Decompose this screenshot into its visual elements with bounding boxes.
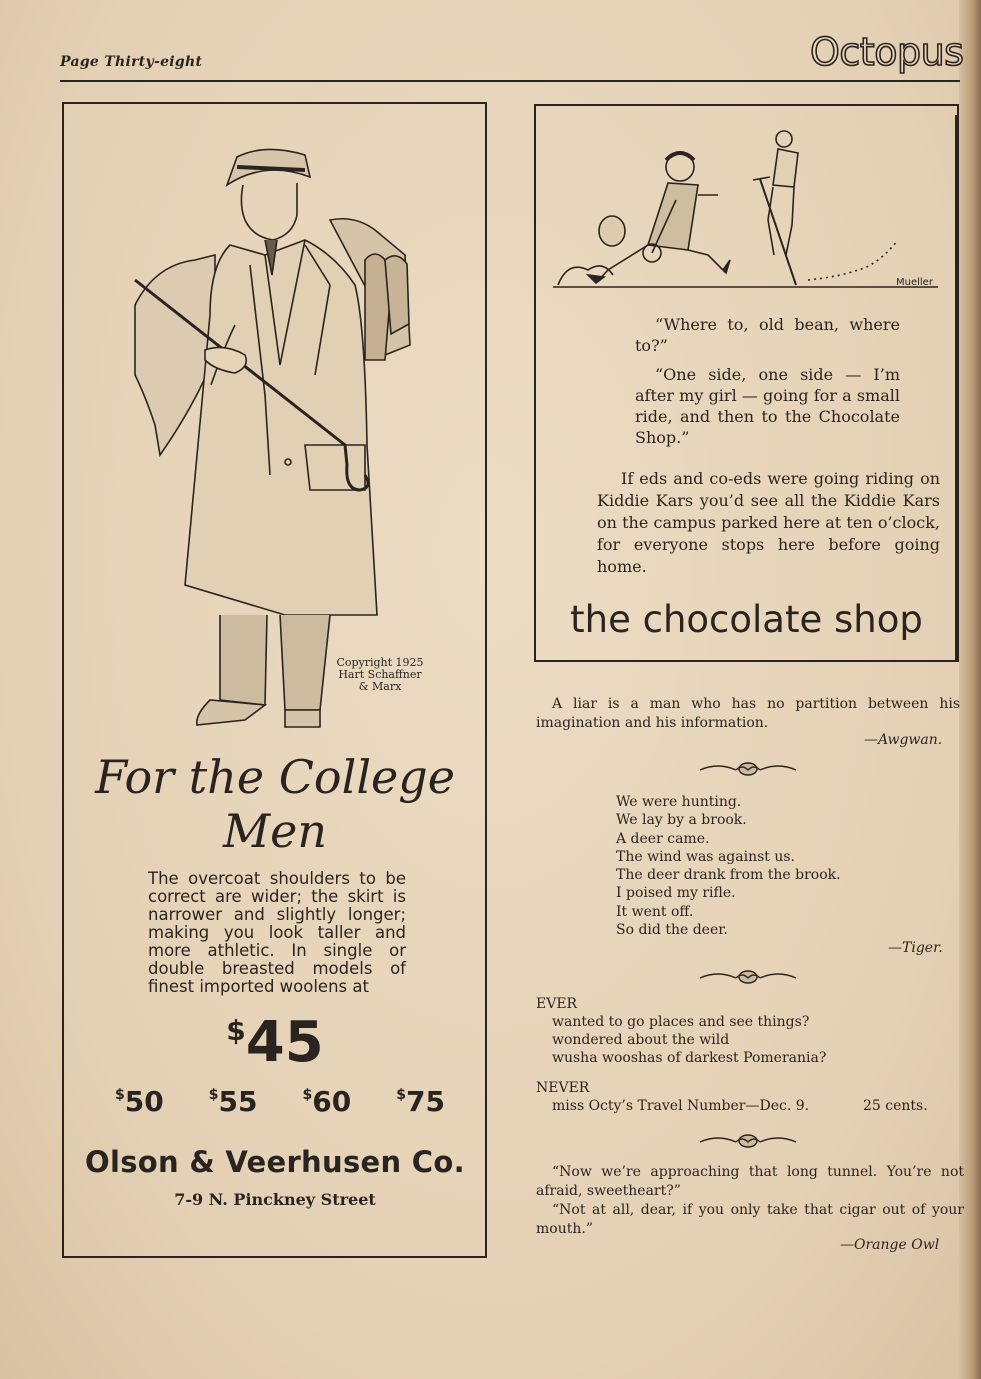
cartoon-dialog: [635, 314, 900, 456]
tunnel-joke-line: “Not at all, dear, if you only take that cigar out of your mouth.”: [536, 1202, 964, 1237]
shop-name: the chocolate shop: [570, 598, 923, 641]
cartoonist-signature: Mueller: [896, 277, 933, 288]
ornament-divider: [698, 1132, 798, 1150]
copyright-line: Copyright 1925: [336, 656, 424, 669]
price-option: $50: [115, 1085, 164, 1118]
copyright-line: & Marx: [358, 680, 402, 693]
page-number-label: Page Thirty-eight: [60, 54, 203, 70]
ad-paragraph: If eds and co-eds were going riding on Kiddie Kars you’d see all the Kiddie Kars on the campus parked here at ten o’clock, for everyone stops here before going home.: [597, 469, 940, 576]
company-name: Olson & Veerhusen Co.: [85, 1145, 465, 1179]
header-rule: [60, 80, 960, 82]
hunting-poem: [616, 793, 841, 939]
dialog-line: “One side, one side — I’m after my girl — going for a small ride, and then to the Chocolate Shop.”: [635, 365, 900, 447]
ever-line: wusha wooshas of darkest Pomerania?: [552, 1050, 827, 1066]
dialog-line: “Where to, old bean, where to?”: [635, 315, 900, 355]
travel-number-promo: [536, 995, 826, 1067]
ad-headline-line-2: Men: [223, 804, 327, 858]
ad-body-text: The overcoat shoulders to be correct are wider; the skirt is narrower and slightly longer; making you look taller and more athletic. In single or double breasted models of finest imported woolens at: [148, 869, 406, 996]
never-line-row: [536, 1097, 936, 1115]
currency-symbol: $: [226, 1014, 246, 1048]
never-line: miss Octy’s Travel Number—Dec. 9.: [552, 1098, 810, 1114]
price-option: $55: [208, 1085, 258, 1118]
main-price: [65, 1010, 485, 1075]
liar-joke-attribution: —Awgwan.: [864, 732, 943, 748]
poem-attribution: —Tiger.: [888, 940, 943, 956]
liar-joke: A liar is a man who has no partition between his imagination and his information.: [536, 696, 960, 731]
poem-line: I poised my rifle.: [616, 885, 736, 902]
kiddie-kar-cartoon: [548, 125, 944, 295]
company-address: 7-9 N. Pinckney Street: [174, 1190, 376, 1209]
ad-headline: [65, 750, 485, 858]
ever-line: wanted to go places and see things?: [552, 1014, 810, 1030]
ornament-divider: [698, 760, 798, 778]
copyright-line: Hart Schaffner: [338, 668, 422, 681]
copyright-notice: [330, 657, 430, 693]
ever-line: wondered about the wild: [552, 1032, 730, 1048]
ever-heading: EVER: [536, 996, 578, 1012]
main-price-value: 45: [245, 1010, 324, 1075]
tunnel-joke: [536, 1163, 964, 1239]
travel-number-price: 25 cents.: [863, 1098, 928, 1114]
poem-line: It went off.: [616, 903, 694, 920]
poem-line: We were hunting.: [616, 794, 742, 810]
tunnel-joke-line: “Now we’re approaching that long tunnel. You’re not afraid, sweetheart?”: [536, 1164, 964, 1199]
poem-line: So did the deer.: [616, 922, 728, 939]
tunnel-joke-attribution: —Orange Owl: [840, 1237, 940, 1253]
poem-line: A deer came.: [616, 830, 710, 847]
price-option: $60: [302, 1085, 352, 1118]
poem-line: The wind was against us.: [616, 848, 796, 865]
magazine-title: Octopus: [810, 30, 964, 74]
ornament-divider: [698, 968, 798, 986]
never-block: [536, 1079, 936, 1115]
poem-line: The deer drank from the brook.: [616, 867, 841, 884]
price-options: [115, 1085, 445, 1118]
poem-line: We lay by a brook.: [616, 812, 747, 829]
never-heading: NEVER: [536, 1080, 590, 1096]
price-option: $75: [396, 1085, 445, 1118]
man-in-overcoat-illustration: [115, 145, 435, 735]
ad-headline-line-1: For the College: [95, 750, 455, 804]
